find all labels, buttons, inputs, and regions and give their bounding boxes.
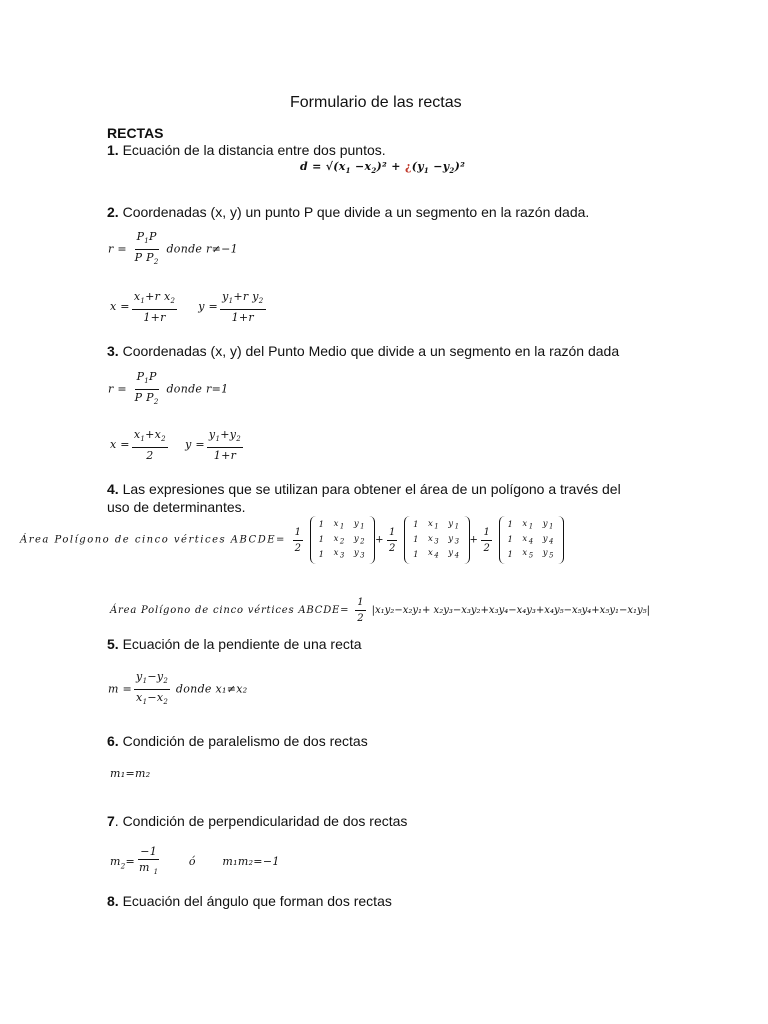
- determinant-2: 1 $x_1$ $y_1$ 1 $x_3$ $y_3$ 1 $x_4$ $y_4$: [404, 516, 469, 564]
- item-7: [107, 813, 407, 829]
- item-6: [107, 733, 368, 749]
- item-1: [107, 142, 386, 158]
- item-4: [107, 481, 621, 497]
- area-label: Área Polígono de cinco vértices ABCDE=: [110, 605, 350, 616]
- parallel-condition: m₁=m₂: [110, 767, 151, 780]
- item-number: 8.: [107, 893, 119, 909]
- item-number: 3.: [107, 343, 119, 359]
- item-number: 7: [107, 813, 115, 829]
- item-8: [107, 893, 392, 909]
- coordinates-formula-1: x = $\frac{x_1+r x_2}{1+r}$ y = $\frac{y_1+r y_2}{1+r}$: [110, 290, 264, 325]
- ratio-condition: donde r≠−1: [166, 242, 238, 256]
- midpoint-formula: x = $\frac{x_1+x_2}{2}$ y = $\frac{y_1+y_2}{1+r}$: [110, 428, 241, 463]
- item-3: [107, 343, 619, 359]
- slope-condition: donde x₁≠x₂: [175, 682, 248, 696]
- determinant-3: 1 $x_1$ $y_1$ 1 $x_4$ $y_4$ 1 $x_5$ $y_5$: [499, 516, 564, 564]
- item-text: Ecuación de la pendiente de una recta: [118, 636, 362, 652]
- ratio-formula-1: r = $\frac{P_1P}{P P_2}$ donde r≠−1: [108, 230, 238, 267]
- item-5: [107, 636, 362, 652]
- slope-formula: m = $\frac{y_1-y_2}{x_1-x_2}$ donde x₁≠x₂: [108, 670, 248, 707]
- item-number: 5.: [107, 636, 119, 652]
- distance-formula: $d = √(x_1 -x_2)^2$ + ¿$(y_1 -y_2)^2$: [300, 160, 466, 176]
- section-heading: RECTAS: [107, 125, 164, 141]
- item-text: Las expresiones que se utilizan para obtener el área de un polígono a través del: [118, 481, 621, 497]
- area-determinant-formula: Área Polígono de cinco vértices ABCDE= $\frac{1}{2}$ 1 $x_1$ $y_1$ 1 $x_2$ $y_2$ 1 $x_3$ $y_3$ + $\frac{1}{2}$ 1 $x_1$ $y_1$ 1 $x_3$ $y_3$ 1 $x_4$ $y_4$ + $\frac{1}{2}$ 1 $x_1$ $y_1$ 1 $x_4$ $y_4$ 1 $x_5$ $y_5$: [20, 516, 564, 564]
- inverted-question-mark: ¿: [404, 160, 412, 173]
- item-text: Coordenadas (x, y) del Punto Medio que divide a un segmento en la razón dada: [118, 343, 620, 359]
- ratio-condition: donde r=1: [166, 382, 229, 396]
- item-number: 4.: [107, 481, 119, 497]
- area-expanded-formula: Área Polígono de cinco vértices ABCDE= $\frac{1}{2}$ |x₁y₂−x₂y₁+ x₂y₃−x₃y₂+x₃y₄−x₄y₃+x₄y₅−x₅y₄+x₅y₁−x₁y₅|: [110, 597, 651, 624]
- item-text: Condición de paralelismo de dos rectas: [118, 733, 368, 749]
- item-number: 1.: [107, 142, 119, 158]
- ratio-formula-2: r = $\frac{P_1P}{P P_2}$ donde r=1: [108, 370, 229, 407]
- area-label: Área Polígono de cinco vértices ABCDE=: [20, 534, 286, 546]
- area-expanded: |x₁y₂−x₂y₁+ x₂y₃−x₃y₂+x₃y₄−x₄y₃+x₄y₅−x₅y₄+x₅y₁−x₁y₅|: [371, 605, 651, 616]
- item-text: Ecuación del ángulo que forman dos rectas: [118, 893, 392, 909]
- item-text: . Condición de perpendicularidad de dos rectas: [114, 813, 408, 829]
- or-word: ó: [188, 855, 196, 869]
- page-title: Formulario de las rectas: [290, 94, 462, 111]
- item-number: 2.: [107, 204, 119, 220]
- product-condition: m₁m₂=−1: [222, 855, 280, 869]
- determinant-1: 1 $x_1$ $y_1$ 1 $x_2$ $y_2$ 1 $x_3$ $y_3$: [310, 516, 375, 564]
- item-text: Ecuación de la distancia entre dos puntos.: [118, 142, 386, 158]
- item-number: 6.: [107, 733, 119, 749]
- item-text: Coordenadas (x, y) un punto P que divide a un segmento en la razón dada.: [118, 204, 590, 220]
- item-4-continuation: uso de determinantes.: [107, 499, 246, 515]
- item-2: [107, 204, 589, 220]
- perpendicular-condition: $m_2=$ $\frac{-1}{m _1}$ ó m₁m₂=−1: [110, 845, 280, 877]
